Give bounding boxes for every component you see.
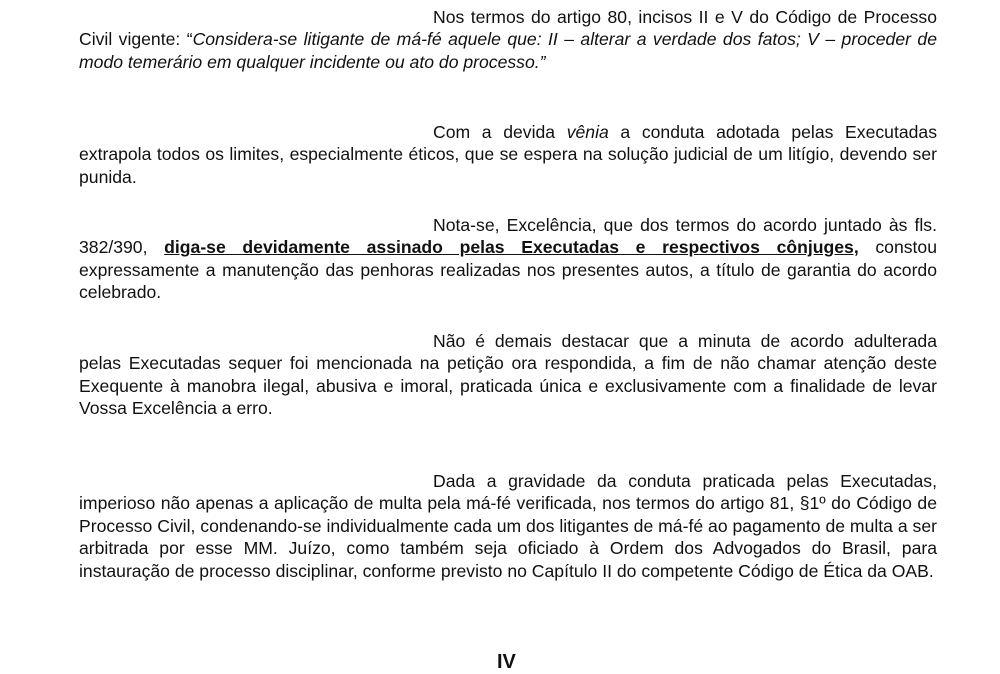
paragraph-gravidade [79,470,937,582]
paragraph-text: Dada a gravidade da conduta praticada pelas Executadas, imperioso não apenas a aplicação de multa pela má-fé verificada, nos termos do artigo 81, §1º do Código de Processo Civil, condenando-se individualmente cada um dos litigantes de má-fé ao pagamento de multa a ser arbitrada por esse MM. Juízo, como também seja oficiado à Ordem dos Advogados do Brasil, para instauração de processo disciplinar, conforme previsto no Capítulo II do competente Código de Ética da OAB. [79,471,937,581]
paragraph-art-80 [79,6,937,73]
paragraph-minuta [79,330,937,420]
paragraph-text: Não é demais destacar que a minuta de acordo adulterada pelas Executadas sequer foi mencionada na petição ora respondida, a fim de não chamar atenção deste Exequente à manobra ilegal, abusiva e imoral, praticada única e exclusivamente com a finalidade de levar Vossa Excelência a erro. [79,331,937,419]
paragraph-text: constou expressamente a manutenção das penhoras realizadas nos presentes autos, a título de garantia do acordo celebrado. [79,237,938,303]
emphasized-text: diga-se devidamente assinado pelas Executadas e respectivos cônjuges, [164,237,859,258]
paragraph-acordo [79,214,937,304]
italic-quote: Considera-se litigante de má-fé aquele que: II – alterar a verdade dos fatos; V – proceder de modo temerário em qualquer incidente ou ato do processo.” [79,29,937,72]
paragraph-conduta [79,121,937,188]
paragraph-text: Com a devida [433,122,567,142]
paragraph-text: Nos termos do artigo 80, incisos II e V do Código de Processo Civil vigente: “ [79,7,937,50]
section-heading: IV [497,651,516,673]
italic-word: vênia [566,122,609,142]
paragraph-text: a conduta adotada pelas Executadas extrapola todos os limites, especialmente éticos, que se espera na solução judicial de um litígio, devendo ser punida. [79,122,937,187]
paragraph-text: Nota-se, Excelência, que dos termos do acordo juntado às fls. 382/390, [79,215,937,258]
